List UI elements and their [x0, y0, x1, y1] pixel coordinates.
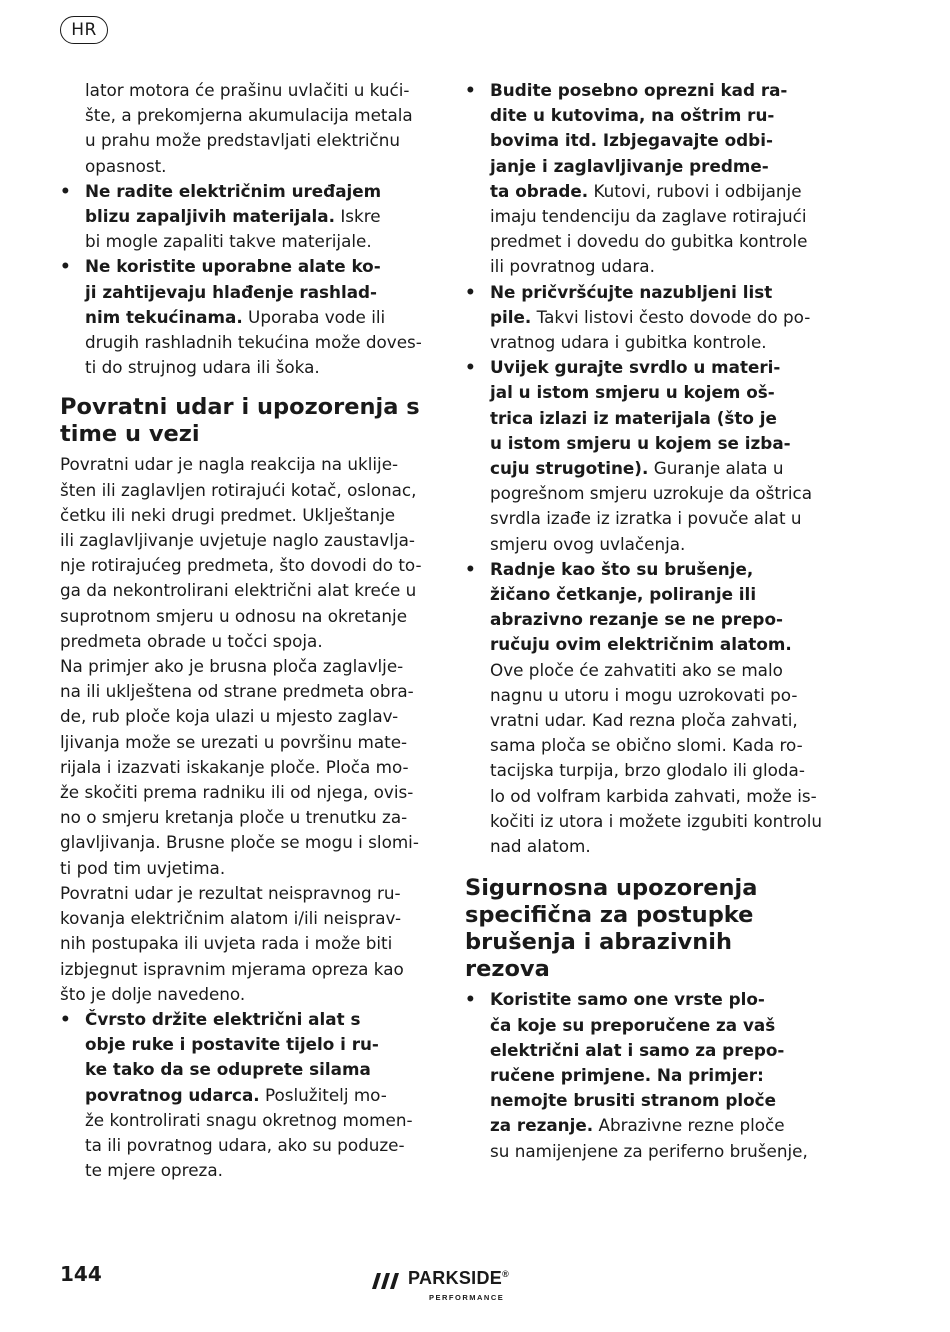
- warning-bullet: [465, 280, 837, 356]
- body-paragraph: [60, 881, 432, 1007]
- text-line: šte, a prekomjerna akumulacija metala: [85, 105, 413, 126]
- text-line: lator motora će prašinu uvlačiti u kući-: [85, 80, 410, 100]
- heading-line: Povratni udar i upozorenja s: [60, 394, 420, 421]
- text-run: Takvi listovi često dovode do po-: [531, 306, 811, 327]
- bold-line: janje i zaglavljivanje predme-: [490, 155, 769, 176]
- bullet-icon: •: [465, 558, 476, 579]
- heading-line: brušenja i abrazivnih: [465, 929, 732, 956]
- text-line: drugih rashladnih tekućina može doves-: [85, 332, 422, 353]
- bullet-icon: •: [465, 989, 476, 1010]
- text-line: ti do strujnog udara ili šoka.: [85, 357, 320, 378]
- bullet-icon: •: [465, 281, 476, 302]
- section-heading: [60, 394, 432, 448]
- text-line: suprotnom smjeru u odnosu na okretanje: [60, 605, 408, 626]
- text-line: Na primjer ako je brusna ploča zaglavlje-: [60, 656, 404, 677]
- text-line: kovanja električnim alatom i/ili neisprav-: [60, 908, 402, 929]
- bold-line: Uvijek gurajte svrdlo u materi-: [490, 357, 781, 378]
- body-paragraph: [60, 452, 432, 654]
- text-line: bi mogle zapaliti takve materijale.: [85, 231, 372, 252]
- left-column: [60, 78, 432, 1183]
- continued-paragraph: [60, 78, 432, 179]
- text-line: lo od volfram karbida zahvati, može is-: [490, 785, 817, 806]
- bold-line: abrazivno rezanje se ne prepo-: [490, 609, 783, 630]
- brand-name: PARKSIDE: [408, 1268, 503, 1288]
- text-line: što je dolje navedeno.: [60, 983, 246, 1004]
- text-line: predmeta obrade u točci spoja.: [60, 630, 323, 651]
- heading-line: time u vezi: [60, 421, 200, 448]
- text-line: šten ili zaglavljen rotirajući kotač, oslonac,: [60, 479, 417, 500]
- bullet-icon: •: [465, 80, 476, 100]
- text-line: ga da nekontrolirani električni alat kreće u: [60, 580, 417, 601]
- bullet-icon: •: [60, 256, 71, 277]
- text-line: ta ili povratnog udara, ako su poduze-: [85, 1134, 405, 1155]
- bold-line: povratnog udarca.: [85, 1084, 260, 1105]
- bullet-icon: •: [60, 180, 71, 201]
- text-line: nje rotirajućeg predmeta, što dovodi do to-: [60, 555, 422, 576]
- text-line: opasnost.: [85, 155, 167, 176]
- body-paragraph: [60, 654, 432, 881]
- text-line: imaju tendenciju da zaglave rotirajući: [490, 206, 807, 227]
- text-run: Iskre: [335, 206, 381, 227]
- warning-bullet: [60, 1007, 432, 1183]
- bold-line: Budite posebno oprezni kad ra-: [490, 80, 788, 100]
- text-line: smjeru ovog uvlačenja.: [490, 533, 686, 554]
- text-line: vratni udar. Kad rezna ploča zahvati,: [490, 710, 798, 731]
- text-line: nih postupaka ili uvjeta rada i može biti: [60, 933, 393, 954]
- bold-line: ke tako da se oduprete silama: [85, 1059, 371, 1080]
- text-line: Ove ploče će zahvatiti ako se malo: [490, 659, 783, 680]
- text-run: Poslužitelj mo-: [259, 1084, 387, 1105]
- bold-line: pile.: [490, 306, 532, 327]
- text-line: sama ploča se obično slomi. Kada ro-: [490, 735, 803, 756]
- text-line: de, rub ploče koja ulazi u mjesto zaglav-: [60, 706, 399, 727]
- bullet-icon: •: [60, 1008, 71, 1029]
- text-line: četku ili neki drugi predmet. Uklještanje: [60, 504, 396, 525]
- text-line: vratnog udara i gubitka kontrole.: [490, 332, 767, 353]
- text-line: tacijska turpija, brzo glodalo ili gloda-: [490, 760, 805, 781]
- text-line: no o smjeru kretanja ploče u trenutku za-: [60, 807, 408, 828]
- bold-line: u istom smjeru u kojem se izba-: [490, 432, 791, 453]
- bold-line: ručene primjene. Na primjer:: [490, 1064, 764, 1085]
- text-line: ili povratnog udara.: [490, 256, 655, 277]
- bold-line: nemojte brusiti stranom ploče: [490, 1090, 776, 1111]
- bold-line: Čvrsto držite električni alat s: [85, 1008, 361, 1029]
- warning-bullet: [465, 557, 837, 859]
- bold-line: ča koje su preporučene za vaš: [490, 1014, 776, 1035]
- text-run: Guranje alata u: [648, 458, 784, 479]
- bold-line: električni alat i samo za prepo-: [490, 1039, 785, 1060]
- bold-line: nim tekućinama.: [85, 306, 243, 327]
- heading-line: rezova: [465, 956, 550, 983]
- text-line: Povratni udar je rezultat neispravnog ru-: [60, 882, 401, 903]
- text-line: že kontrolirati snagu okretnog momen-: [85, 1109, 413, 1130]
- bold-line: trica izlazi iz materijala (što je: [490, 407, 777, 428]
- bold-line: blizu zapaljivih materijala.: [85, 206, 336, 227]
- language-badge: HR: [60, 16, 108, 44]
- text-line: predmet i dovedu do gubitka kontrole: [490, 231, 808, 252]
- text-run: Kutovi, rubovi i odbijanje: [588, 180, 802, 201]
- text-line: ljivanja može se urezati u površinu mate-: [60, 731, 408, 752]
- bold-line: žičano četkanje, poliranje ili: [490, 584, 757, 605]
- text-line: ti pod tim uvjetima.: [60, 857, 226, 878]
- text-line: te mjere opreza.: [85, 1160, 223, 1181]
- bold-line: Ne pričvršćujte nazubljeni list: [490, 281, 773, 302]
- text-run: Abrazivne rezne ploče: [593, 1115, 785, 1136]
- right-column: [465, 78, 837, 1164]
- bold-line: jal u istom smjeru u kojem oš-: [490, 382, 775, 403]
- text-line: na ili uklještena od strane predmeta obra-: [60, 681, 414, 702]
- bullet-icon: •: [465, 357, 476, 378]
- heading-line: specifična za postupke: [465, 902, 754, 929]
- bold-line: cuju strugotine).: [490, 458, 649, 479]
- heading-line: Sigurnosna upozorenja: [465, 875, 758, 902]
- text-line: u prahu može predstavljati električnu: [85, 130, 401, 151]
- bold-line: Ne koristite uporabne alate ko-: [85, 256, 381, 277]
- bold-line: ručuju ovim električnim alatom.: [490, 634, 792, 655]
- text-line: svrdla izađe iz izratka i povuče alat u: [490, 508, 802, 529]
- text-line: izbjegnut ispravnim mjerama opreza kao: [60, 958, 404, 979]
- text-line: kočiti iz utora i možete izgubiti kontrolu: [490, 810, 822, 831]
- bold-line: dite u kutovima, na oštrim ru-: [490, 105, 775, 126]
- logo-subtitle: PERFORMANCE: [429, 1293, 505, 1302]
- section-heading: [465, 875, 837, 983]
- bold-line: bovima itd. Izbjegavajte odbi-: [490, 130, 773, 151]
- bold-line: ji zahtijevaju hlađenje rashlad-: [85, 281, 378, 302]
- text-line: nad alatom.: [490, 836, 591, 857]
- text-line: rijala i izazvati iskakanje ploče. Ploča mo-: [60, 756, 409, 777]
- text-line: pogrešnom smjeru uzrokuje da oštrica: [490, 483, 813, 504]
- logo-brand: [408, 1268, 509, 1289]
- text-line: Povratni udar je nagla reakcija na uklije-: [60, 454, 399, 475]
- bold-line: za rezanje.: [490, 1115, 594, 1136]
- text-line: su namijenjene za periferno brušenje,: [490, 1140, 808, 1161]
- warning-bullet: [60, 254, 432, 380]
- bold-line: Radnje kao što su brušenje,: [490, 558, 754, 579]
- bold-line: ta obrade.: [490, 180, 589, 201]
- text-line: ili zaglavljivanje uvjetuje naglo zaustavlja-: [60, 530, 415, 551]
- text-line: glavljivanja. Brusne ploče se mogu i slomi-: [60, 832, 419, 853]
- text-line: nagnu u utoru i mogu uzrokovati po-: [490, 684, 798, 705]
- warning-bullet: [465, 78, 837, 280]
- page-number: 144: [60, 1262, 102, 1286]
- bold-line: Koristite samo one vrste plo-: [490, 989, 765, 1010]
- text-run: Uporaba vode ili: [242, 306, 386, 327]
- warning-bullet: [465, 355, 837, 557]
- bold-line: obje ruke i postavite tijelo i ru-: [85, 1034, 379, 1055]
- logo-stripes-icon: [372, 1273, 402, 1289]
- registered-mark: ®: [502, 1269, 510, 1279]
- warning-bullet: [60, 179, 432, 255]
- warning-bullet: [465, 987, 837, 1163]
- bold-line: Ne radite električnim uređajem: [85, 180, 382, 201]
- text-line: že skočiti prema radniku ili od njega, ovis-: [60, 782, 414, 803]
